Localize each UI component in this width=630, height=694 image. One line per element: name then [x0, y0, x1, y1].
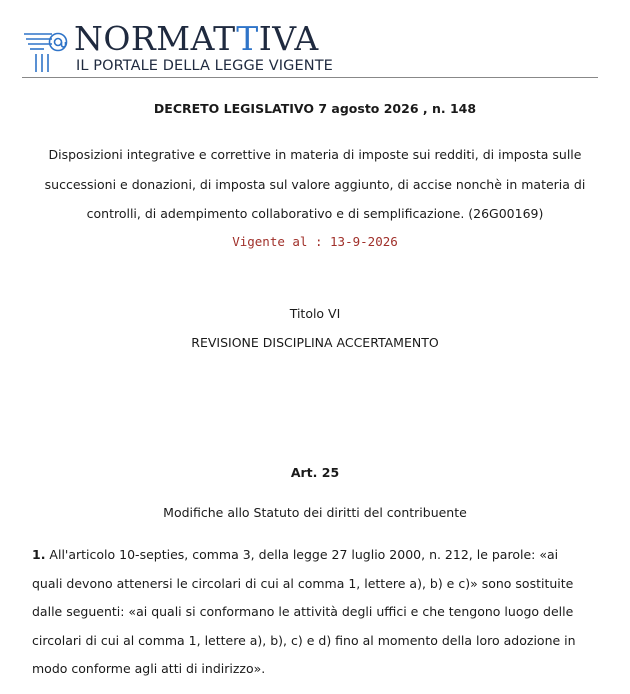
- logo-title-part1: NORMAT: [74, 19, 237, 58]
- article-comma: [32, 541, 588, 684]
- logo-subtitle: IL PORTALE DELLA LEGGE VIGENTE: [76, 58, 333, 74]
- document-title: DECRETO LEGISLATIVO 7 agosto 2026 , n. 148: [153, 101, 477, 116]
- titolo-number: Titolo VI: [289, 306, 341, 321]
- logo-title-part2: IVA: [258, 19, 319, 58]
- header-divider: [22, 77, 598, 78]
- article-number: Art. 25: [290, 465, 340, 480]
- comma-text: All'articolo 10-septies, comma 3, della legge 27 luglio 2000, n. 212, le parole: «ai quali devono attenersi le circolari di cui al comma 1, lettere a), b) e c)» sono sostituite dalle seguenti: «ai quali si conformano le attività degli uffici e che tengono luogo delle circolari di cui al comma 1, lettere a), b), c) e d) fino al momento della loro adozione in modo conforme agli atti di indirizzo».: [32, 547, 576, 676]
- logo-title-accent: T: [236, 19, 259, 58]
- document-description: Disposizioni integrative e correttive in materia di imposte sui redditi, di imposta sulle successioni e donazioni, di imposta sul valore aggiunto, di accise nonchè in materia di controlli, di adempimento collaborativo e di semplificazione. (26G00169): [44, 147, 586, 221]
- site-header: [22, 19, 598, 80]
- logo-title[interactable]: [74, 20, 319, 58]
- titolo-name: REVISIONE DISCIPLINA ACCERTAMENTO: [191, 335, 439, 350]
- vigente-date: Vigente al : 13-9-2026: [232, 234, 398, 249]
- normattiva-logo-icon[interactable]: [22, 26, 68, 74]
- article-title: Modifiche allo Statuto dei diritti del contribuente: [163, 505, 467, 520]
- comma-number: 1.: [32, 547, 46, 562]
